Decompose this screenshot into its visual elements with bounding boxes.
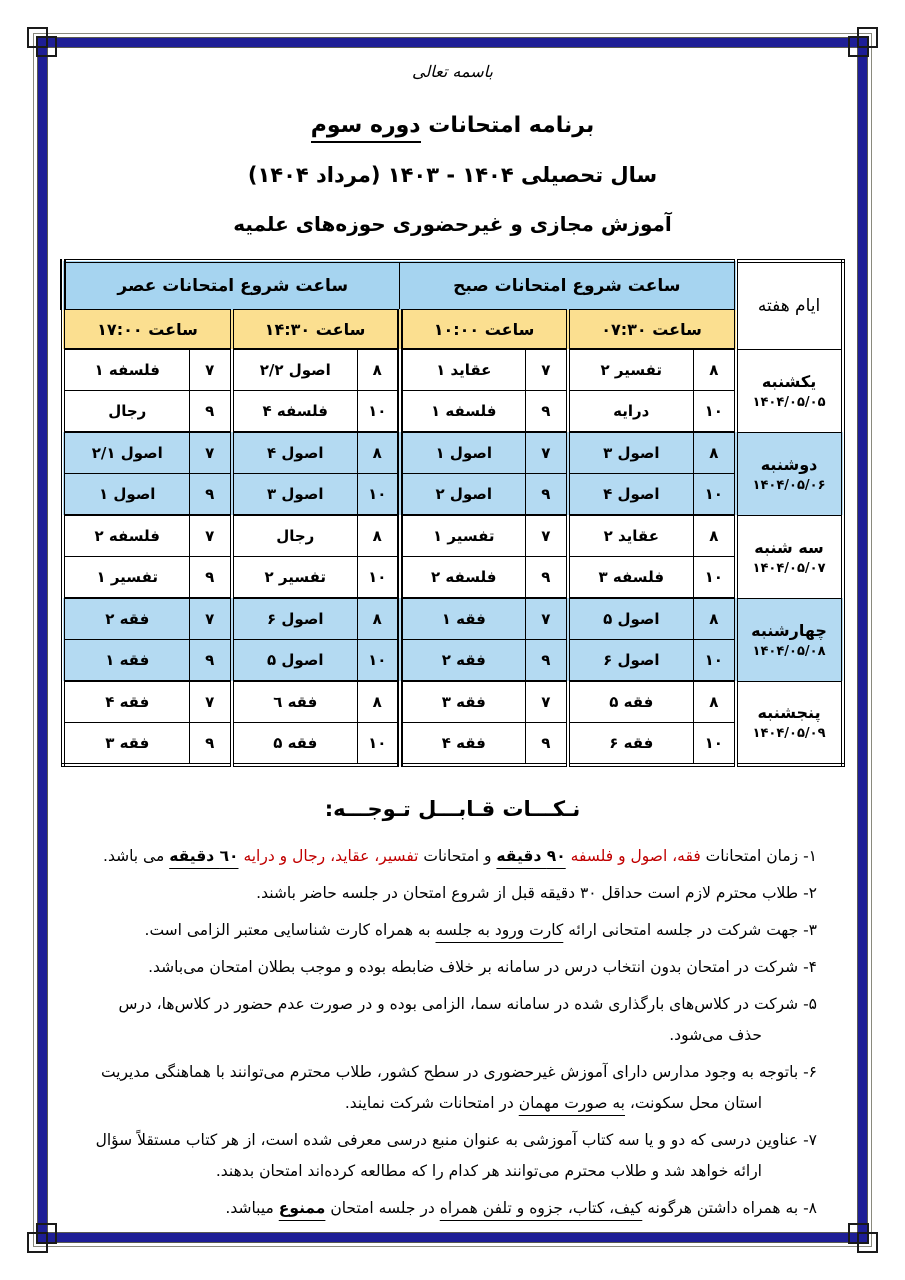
note-text: در امتحانات شرکت نمایند. — [344, 1094, 519, 1112]
subject-cell: فقه ۵ — [232, 723, 358, 766]
day-date: ۱۴۰۴/۰۵/۰۶ — [752, 477, 826, 493]
grade-cell: ۱۰ — [358, 557, 400, 599]
note-text: ۱- زمان امتحانات — [700, 847, 817, 865]
subject-cell: فقه ۲ — [400, 640, 526, 682]
subject-cell: فقه ٦ — [232, 681, 358, 723]
grade-cell: ۸ — [358, 349, 400, 391]
subject-cell: فلسفه ۲ — [400, 557, 526, 599]
subject-cell: فقه ۲ — [63, 598, 189, 640]
note-text: به همراه کارت شناسایی معتبر الزامی است. — [144, 921, 436, 939]
note-emphasis-text: تفسیر، عقاید، رجال و درایه — [243, 847, 419, 865]
subject-cell: اصول ۲/۲ — [232, 349, 358, 391]
grade-cell: ۸ — [694, 515, 736, 557]
note-text: ۵- شرکت در کلاس‌های بارگذاری شده در سامانه سما، الزامی بوده و در صورت عدم حضور در کلاس‌ها، درس حذف می‌شود. — [118, 995, 817, 1044]
notes-heading: نـکـــات قـابـــل تـوجـــه: — [324, 797, 581, 821]
day-date: ۱۴۰۴/۰۵/۰۸ — [752, 643, 826, 659]
subject-cell: رجال — [232, 515, 358, 557]
subject-cell: فلسفه ۱ — [63, 349, 189, 391]
grade-cell: ۸ — [358, 432, 400, 474]
morning-section-header: ساعت شروع امتحانات صبح — [400, 261, 736, 310]
subject-cell: رجال — [63, 391, 189, 433]
doc-title-line3: آموزش مجازی و غیرحضوری حوزه‌های علمیه — [233, 212, 672, 236]
schedule-row — [63, 681, 842, 723]
grade-cell: ۸ — [358, 598, 400, 640]
grade-cell: ۹ — [190, 640, 232, 682]
note-text: ۸- به همراه داشتن هرگونه — [642, 1199, 817, 1217]
grade-cell: ۷ — [190, 681, 232, 723]
grade-cell: ۱۰ — [358, 723, 400, 766]
grade-cell: ۱۰ — [694, 557, 736, 599]
doc-title-line1 — [60, 113, 845, 138]
doc-title-line1-prefix: برنامه امتحانات — [420, 113, 595, 138]
note-item — [80, 1125, 817, 1187]
subject-cell: اصول ۲ — [400, 474, 526, 516]
note-emphasis-text: ٦۰ دقیقه — [169, 847, 239, 865]
grade-cell: ۷ — [526, 681, 568, 723]
note-item — [80, 915, 817, 946]
note-emphasis-text: ۹۰ دقیقه — [496, 847, 566, 865]
note-text: ۲- طلاب محترم لازم است حداقل ۳۰ دقیقه قبل از شروع امتحان در جلسه حاضر باشند. — [256, 884, 817, 902]
day-cell — [736, 598, 843, 681]
subject-cell: تفسیر ۱ — [400, 515, 526, 557]
subject-cell: فقه ۵ — [568, 681, 694, 723]
note-text: ۷- عناوین درسی که دو و یا سه کتاب آموزشی به عنوان منبع درسی معرفی شده است، از هر کتاب مستقلاً سؤال ارائه خواهد شد و طلاب محترم می‌توانند هر کدام را که مطالعه کرده‌اند امتحان بدهند. — [95, 1131, 817, 1180]
evening-section-header: ساعت شروع امتحانات عصر — [63, 261, 399, 310]
day-name: سه شنبه — [754, 537, 824, 557]
grade-cell: ۹ — [190, 474, 232, 516]
grade-cell: ۷ — [190, 515, 232, 557]
note-emphasis-text: فقه، اصول و فلسفه — [570, 847, 701, 865]
subject-cell: فلسفه ۳ — [568, 557, 694, 599]
days-column-header: ایام هفته — [736, 261, 843, 349]
note-item — [80, 952, 817, 983]
note-item — [80, 1057, 817, 1119]
note-item — [80, 1193, 817, 1224]
grade-cell: ۱۰ — [694, 474, 736, 516]
day-cell — [736, 681, 843, 765]
note-emphasis-text: ممنوع — [278, 1199, 326, 1217]
day-cell — [736, 432, 843, 515]
day-name: چهارشنبه — [751, 620, 827, 640]
grade-cell: ۷ — [526, 432, 568, 474]
grade-cell: ۸ — [694, 598, 736, 640]
grade-cell: ۸ — [694, 432, 736, 474]
subject-cell: اصول ۴ — [232, 432, 358, 474]
note-emphasis-text: کیف، کتاب، جزوه و تلفن همراه — [439, 1199, 643, 1217]
grade-cell: ۷ — [526, 515, 568, 557]
document-content — [48, 48, 857, 1232]
grade-cell: ۹ — [190, 557, 232, 599]
subject-cell: اصول ۴ — [568, 474, 694, 516]
subject-cell: فقه ۳ — [63, 723, 189, 766]
subject-cell: اصول ۲/۱ — [63, 432, 189, 474]
subject-cell: عقاید ۲ — [568, 515, 694, 557]
note-text: و امتحانات — [418, 847, 497, 865]
grade-cell: ۹ — [526, 474, 568, 516]
time-header-0730: ساعت ۰۷:۳۰ — [568, 310, 736, 350]
subject-cell: فقه ۱ — [400, 598, 526, 640]
doc-title-line1-underlined: دوره سوم — [311, 113, 421, 143]
grade-cell: ۷ — [190, 598, 232, 640]
subject-cell: اصول ۵ — [232, 640, 358, 682]
schedule-row — [63, 474, 842, 516]
grade-cell: ۷ — [190, 349, 232, 391]
schedule-row — [63, 391, 842, 433]
schedule-row — [63, 515, 842, 557]
subject-cell: فقه ۱ — [63, 640, 189, 682]
grade-cell: ۹ — [526, 723, 568, 766]
subject-cell: اصول ۶ — [568, 640, 694, 682]
doc-title-line2: سال تحصیلی ۱۴۰۴ - ۱۴۰۳ (مرداد ۱۴۰۴) — [247, 163, 658, 187]
day-date: ۱۴۰۴/۰۵/۰۵ — [752, 394, 826, 410]
grade-cell: ۱۰ — [694, 640, 736, 682]
grade-cell: ۸ — [358, 515, 400, 557]
schedule-row — [63, 557, 842, 599]
table-header — [63, 261, 842, 349]
schedule-row — [63, 598, 842, 640]
note-text: ۴- شرکت در امتحان بدون انتخاب درس در سامانه بر خلاف ضابطه بوده و موجب بطلان امتحان می‌باشد. — [148, 958, 817, 976]
day-date: ۱۴۰۴/۰۵/۰۷ — [752, 560, 826, 576]
note-item — [80, 841, 817, 872]
subject-cell: تفسیر ۲ — [568, 349, 694, 391]
subject-cell: فقه ۴ — [63, 681, 189, 723]
grade-cell: ۱۰ — [358, 474, 400, 516]
subject-cell: اصول ۳ — [568, 432, 694, 474]
day-cell — [736, 349, 843, 432]
day-name: یکشنبه — [761, 371, 817, 391]
notes-list — [80, 841, 817, 1224]
subject-cell: اصول ۱ — [400, 432, 526, 474]
note-text: میباشد. — [225, 1199, 279, 1217]
subject-cell: فقه ۶ — [568, 723, 694, 766]
grade-cell: ۱۰ — [694, 723, 736, 766]
subject-cell: فلسفه ۲ — [63, 515, 189, 557]
subject-cell: فلسفه ۱ — [400, 391, 526, 433]
schedule-row — [63, 432, 842, 474]
table-body — [63, 349, 842, 765]
time-header-1430: ساعت ۱۴:۳۰ — [232, 310, 400, 350]
note-text: ۶- باتوجه به وجود مدارس دارای آموزش غیرحضوری در سطح کشور، طلاب محترم می‌توانند با هماهنگی مدیریت استان محل سکونت، — [100, 1063, 817, 1112]
day-date: ۱۴۰۴/۰۵/۰۹ — [752, 726, 826, 742]
schedule-row — [63, 723, 842, 766]
subject-cell: اصول ۱ — [63, 474, 189, 516]
subject-cell: درایه — [568, 391, 694, 433]
bismillah-text: باسمه تعالی — [412, 62, 493, 81]
schedule-row — [63, 640, 842, 682]
subject-cell: فقه ۳ — [400, 681, 526, 723]
day-name: پنجشنبه — [757, 703, 821, 723]
grade-cell: ۹ — [526, 557, 568, 599]
time-header-1000: ساعت ۱۰:۰۰ — [400, 310, 568, 350]
grade-cell: ۹ — [190, 391, 232, 433]
grade-cell: ۸ — [694, 349, 736, 391]
day-name: دوشنبه — [760, 454, 818, 474]
subject-cell: اصول ۵ — [568, 598, 694, 640]
subject-cell: عقاید ۱ — [400, 349, 526, 391]
grade-cell: ۷ — [526, 349, 568, 391]
grade-cell: ۷ — [526, 598, 568, 640]
note-text: می باشد. — [103, 847, 170, 865]
subject-cell: فقه ۴ — [400, 723, 526, 766]
subject-cell: فلسفه ۴ — [232, 391, 358, 433]
subject-cell: تفسیر ۱ — [63, 557, 189, 599]
day-cell — [736, 515, 843, 598]
time-header-1700: ساعت ۱۷:۰۰ — [63, 310, 231, 350]
subject-cell: اصول ۳ — [232, 474, 358, 516]
note-item — [80, 878, 817, 909]
grade-cell: ۹ — [190, 723, 232, 766]
grade-cell: ۸ — [358, 681, 400, 723]
grade-cell: ۹ — [526, 640, 568, 682]
grade-cell: ۱۰ — [358, 391, 400, 433]
grade-cell: ۹ — [526, 391, 568, 433]
note-text: ۳- جهت شرکت در جلسه امتحانی ارائه — [563, 921, 817, 939]
subject-cell: تفسیر ۲ — [232, 557, 358, 599]
schedule-row — [63, 349, 842, 391]
grade-cell: ۷ — [190, 432, 232, 474]
note-item — [80, 989, 817, 1051]
grade-cell: ۱۰ — [694, 391, 736, 433]
grade-cell: ۱۰ — [358, 640, 400, 682]
exam-schedule-table — [60, 259, 844, 767]
grade-cell: ۸ — [694, 681, 736, 723]
note-text: در جلسه امتحان — [325, 1199, 440, 1217]
subject-cell: اصول ۶ — [232, 598, 358, 640]
note-emphasis-text: کارت ورود به جلسه — [435, 921, 564, 939]
note-emphasis-text: به صورت مهمان — [518, 1094, 625, 1112]
